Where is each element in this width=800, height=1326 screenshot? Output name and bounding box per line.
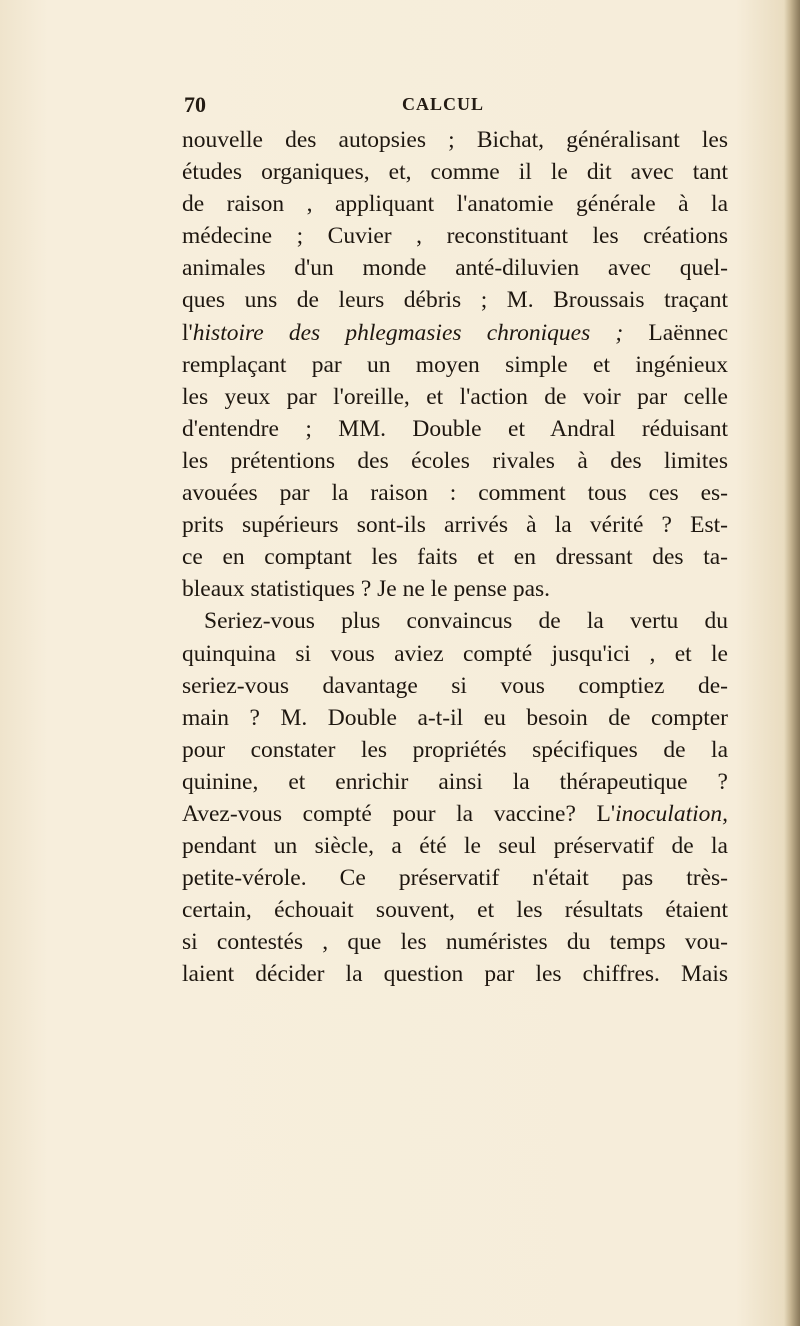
body-text [182,124,728,991]
text-line: nouvelle des autopsies ; Bichat, généralisant les [182,127,728,153]
text-line: certain, échouait souvent, et les résultats étaient [182,897,728,924]
text-line: médecine ; Cuvier , reconstituant les créations [182,223,728,250]
page-header [184,92,724,122]
page-number: 70 [184,92,206,117]
text-line: laient décider la question par les chiffres. Mais [182,961,728,988]
text-line: pendant un siècle, a été le seul préservatif de la [182,833,728,860]
text-segment: Laënnec [623,319,729,346]
text-line: quinquina si vous aviez compté jusqu'ici , et le [182,640,728,667]
text-line: de raison , appliquant l'anatomie générale à la [182,191,728,218]
text-line: remplaçant par un moyen simple et ingénieux [182,351,728,378]
text-line: études organiques, et, comme il le dit avec tant [182,159,728,186]
text-line: animales d'un monde anté-diluvien avec quel- [182,255,728,282]
italic-word: inoculation, [615,800,728,827]
text-line: quinine, et enrichir ainsi la thérapeutique ? [182,768,728,795]
text-segment: Avez-vous compté pour la vaccine? L' [182,800,616,827]
text-line: Seriez-vous plus convaincus de la vertu du [204,608,728,635]
text-line: main ? M. Double a-t-il eu besoin de compter [182,704,728,731]
text-line: pour constater les propriétés spécifiques de la [182,736,728,763]
text-line: seriez-vous davantage si vous comptiez de- [182,672,728,699]
page-edge-shadow [784,0,800,1326]
text-line [182,798,728,830]
text-line: ce en comptant les faits et en dressant des ta- [182,544,728,571]
text-line [182,317,728,349]
running-head: CALCUL [402,94,485,114]
text-segment: l' [182,319,193,346]
italic-title: histoire des phlegmasies chroniques ; [192,319,624,346]
text-line: les prétentions des écoles rivales à des limites [182,447,728,474]
text-line: avouées par la raison : comment tous ces es- [182,480,728,507]
text-line: prits supérieurs sont-ils arrivés à la vérité ? Est- [182,512,728,539]
text-line: si contestés , que les numéristes du temps vou- [182,929,728,956]
text-line: petite-vérole. Ce préservatif n'était pas très- [182,865,728,892]
text-line: bleaux statistiques ? Je ne le pense pas. [182,576,551,603]
text-line: ques uns de leurs débris ; M. Broussais traçant [182,287,728,314]
text-line: les yeux par l'oreille, et l'action de voir par celle [182,383,728,410]
text-line: d'entendre ; MM. Double et Andral réduisant [182,415,728,442]
